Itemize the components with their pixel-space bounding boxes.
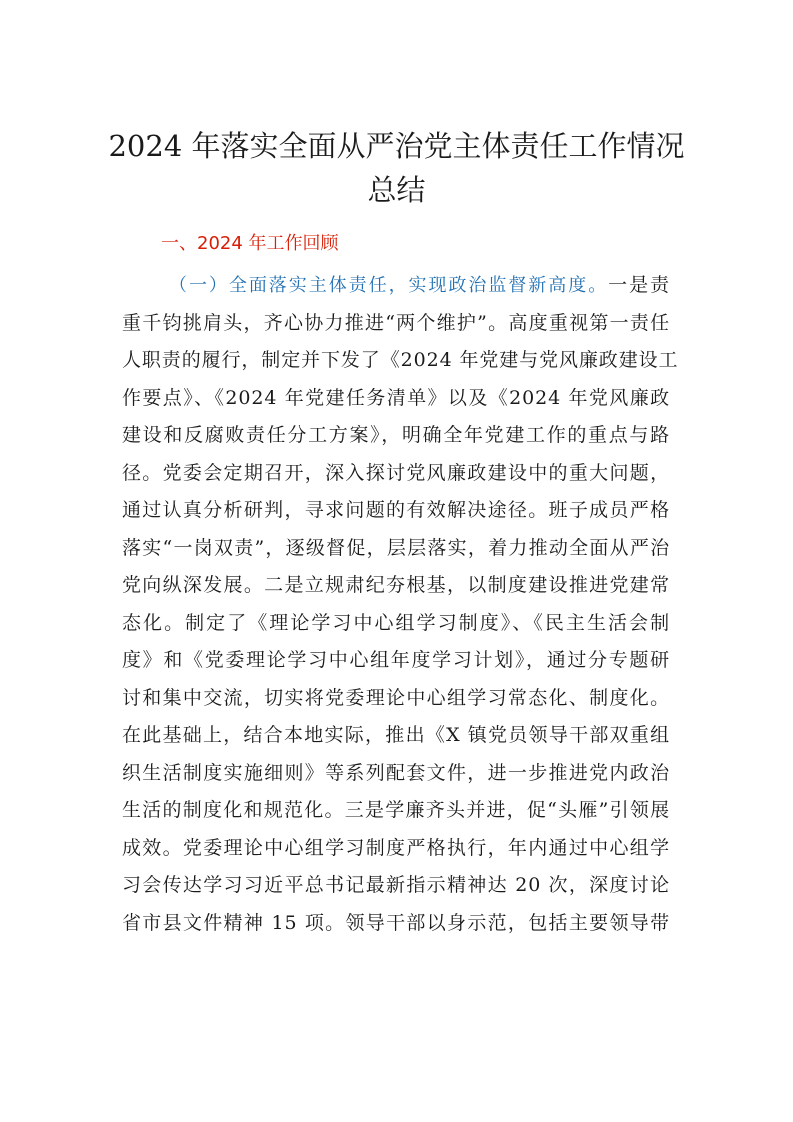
body-paragraph xyxy=(122,267,679,942)
paragraph-line: 人职责的履行，制定并下发了《2024 年党建与党风廉政建设工 xyxy=(122,349,679,371)
paragraph-line: 度》和《党委理论学习中心组年度学习计划》，通过分专题研 xyxy=(122,649,670,671)
paragraph-line: 织生活制度实施细则》等系列配套文件，进一步推进党内政治 xyxy=(122,761,670,784)
document-title xyxy=(100,124,693,212)
paragraph-line-text: 一是责 xyxy=(608,274,670,296)
paragraph-line: 党向纵深发展。二是立规肃纪夯根基，以制度建设推进党建常 xyxy=(122,574,670,596)
paragraph-line: 重千钧挑肩头，齐心协力推进“两个维护”。高度重视第一责任 xyxy=(122,311,670,334)
paragraph-line: 成效。党委理论中心组学习制度严格执行，年内通过中心组学 xyxy=(122,836,670,859)
document-title-line-1: 2024 年落实全面从严治党主体责任工作情况 xyxy=(108,129,685,163)
paragraph-line: 讨和集中交流，切实将党委理论中心组学习常态化、制度化。 xyxy=(122,686,670,709)
paragraph-line: 通过认真分析研判，寻求问题的有效解决途径。班子成员严格 xyxy=(122,499,670,521)
paragraph-line: 作要点》、《2024 年党建任务清单》以及《2024 年党风廉政 xyxy=(122,386,670,409)
paragraph-line: 生活的制度化和规范化。三是学廉齐头并进，促“头雁”引领展 xyxy=(122,799,670,821)
paragraph-line: 径。党委会定期召开，深入探讨党风廉政建设中的重大问题， xyxy=(122,461,670,484)
paragraph-line: 态化。制定了《理论学习中心组学习制度》、《民主生活会制 xyxy=(122,611,670,634)
paragraph-line xyxy=(122,267,670,305)
section-heading: 一、2024 年工作回顾 xyxy=(161,233,339,254)
paragraph-line: 落实“一岗双责”，逐级督促，层层落实，着力推动全面从严治 xyxy=(122,536,670,559)
document-title-line-2: 总结 xyxy=(367,173,426,207)
paragraph-line: 建设和反腐败责任分工方案》，明确全年党建工作的重点与路 xyxy=(122,424,670,446)
paragraph-line: 在此基础上，结合本地实际，推出《X 镇党员领导干部双重组 xyxy=(122,724,670,746)
paragraph-line: 习会传达学习习近平总书记最新指示精神达 20 次，深度讨论 xyxy=(122,874,670,896)
paragraph-line: 省市县文件精神 15 项。领导干部以身示范，包括主要领导带 xyxy=(122,911,670,934)
subsection-heading: （一）全面落实主体责任，实现政治监督新高度。 xyxy=(169,275,609,296)
